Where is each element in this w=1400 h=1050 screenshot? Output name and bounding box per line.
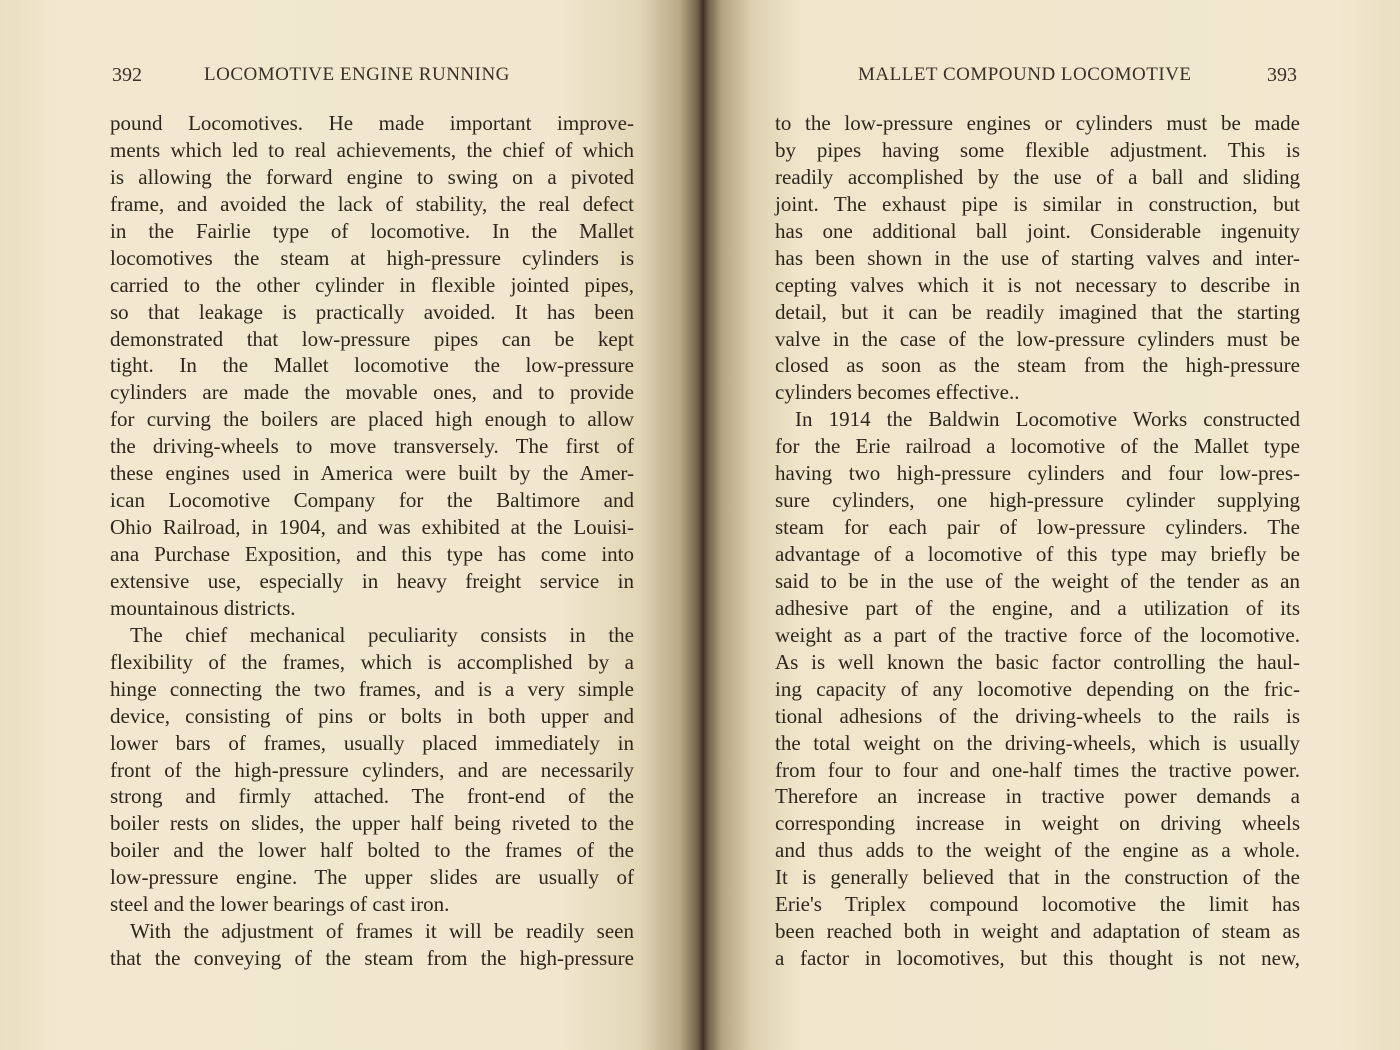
text-line: lower bars of frames, usually placed immediately in [110,730,634,755]
text-line: corresponding increase in weight on driving wheels [775,811,1300,836]
page-body-text [110,110,634,972]
text-line: that the conveying of the steam from the high-pressure [110,946,634,971]
text-line: demonstrated that low-pressure pipes can be kept [110,326,634,351]
text-line: mountainous districts. [110,595,296,620]
text-line: advantage of a locomotive of this type may briefly be [775,542,1300,566]
text-line: tight. In the Mallet locomotive the low-pressure [110,353,634,378]
text-line: having two high-pressure cylinders and four low-pres- [775,461,1300,486]
text-line: boiler rests on slides, the upper half being riveted to the [110,811,634,836]
text-line: for the Erie railroad a locomotive of the Mallet type [775,434,1300,459]
text-line: steel and the lower bearings of cast iron. [110,892,450,917]
text-line: In 1914 the Baldwin Locomotive Works constructed [795,407,1300,432]
running-head: MALLET COMPOUND LOCOMOTIVE [858,64,1192,85]
text-line: Erie's Triplex compound locomotive the limit has [775,892,1300,917]
text-line: sure cylinders, one high-pressure cylinder supplying [775,488,1300,513]
running-head: LOCOMOTIVE ENGINE RUNNING [204,64,510,85]
right-page [703,0,1400,1050]
text-line: said to be in the use of the weight of the tender as an [775,568,1300,593]
text-line: device, consisting of pins or bolts in both upper and [110,703,634,728]
text-line: strong and firmly attached. The front-end of the [110,784,634,809]
text-line: and thus adds to the weight of the engine as a whole. [775,838,1300,863]
text-line: detail, but it can be readily imagined that the starting [775,299,1300,324]
text-line: has one additional ball joint. Considerable ingenuity [775,218,1300,243]
text-line: cylinders becomes effective.. [775,380,1020,405]
text-line: With the adjustment of frames it will be readily seen [130,919,634,944]
text-line: cylinders are made the movable ones, and to provide [110,380,634,405]
text-line: cepting valves which it is not necessary to describe in [775,272,1300,297]
page-number: 393 [1267,64,1297,86]
text-line: the total weight on the driving-wheels, which is usually [775,730,1300,755]
text-line: ana Purchase Exposition, and this type has come into [110,542,634,566]
text-line: It is generally believed that in the construction of the [775,865,1300,890]
text-line: ican Locomotive Company for the Baltimore and [110,488,634,513]
text-line: adhesive part of the engine, and a utilization of its [775,595,1300,620]
text-line: carried to the other cylinder in flexible jointed pipes, [110,272,634,297]
text-line: ing capacity of any locomotive depending on the fric- [775,676,1300,701]
text-line: from four to four and one-half times the tractive power. [775,757,1300,782]
text-line: As is well known the basic factor controlling the haul- [775,649,1300,674]
text-line: Ohio Railroad, in 1904, and was exhibited at the Louisi- [110,515,634,540]
text-line: valve in the case of the low-pressure cylinders must be [775,326,1300,351]
text-line: these engines used in America were built by the Amer- [110,461,634,486]
text-line: tional adhesions of the driving-wheels to the rails is [775,703,1300,728]
text-line: boiler and the lower half bolted to the frames of the [110,838,634,863]
text-line: ments which led to real achievements, the chief of which [110,137,634,162]
page-body-text [775,110,1300,972]
text-line: the driving-wheels to move transversely. The first of [110,434,634,459]
text-line: is allowing the forward engine to swing on a pivoted [110,164,634,189]
text-line: pound Locomotives. He made important improve- [110,111,634,135]
text-line: locomotives the steam at high-pressure cylinders is [110,245,634,270]
text-line: readily accomplished by the use of a ball and sliding [775,164,1300,189]
text-line: to the low-pressure engines or cylinders must be made [775,111,1300,135]
text-line: frame, and avoided the lack of stability, the real defect [110,191,634,216]
text-line: by pipes having some flexible adjustment. This is [775,137,1300,162]
text-line: been reached both in weight and adaptation of steam as [775,919,1300,944]
text-line: steam for each pair of low-pressure cylinders. The [775,515,1300,540]
text-line: in the Fairlie type of locomotive. In the Mallet [110,218,634,243]
text-line: a factor in locomotives, but this thought is not new, [775,946,1300,971]
text-line: closed as soon as the steam from the high-pressure [775,353,1300,378]
text-line: joint. The exhaust pipe is similar in construction, but [775,191,1300,216]
text-line: extensive use, especially in heavy freight service in [110,568,634,593]
text-line: front of the high-pressure cylinders, and are necessarily [110,757,634,782]
text-line: Therefore an increase in tractive power demands a [775,784,1300,809]
text-line: weight as a part of the tractive force of the locomotive. [775,622,1300,647]
text-line: The chief mechanical peculiarity consists in the [130,622,634,647]
text-line: for curving the boilers are placed high enough to allow [110,407,634,432]
text-line: has been shown in the use of starting valves and inter- [775,245,1300,270]
text-line: hinge connecting the two frames, and is a very simple [110,676,634,701]
text-line: so that leakage is practically avoided. It has been [110,299,634,324]
text-line: flexibility of the frames, which is accomplished by a [110,649,634,674]
page-number: 392 [112,64,142,86]
text-line: low-pressure engine. The upper slides are usually of [110,865,634,890]
